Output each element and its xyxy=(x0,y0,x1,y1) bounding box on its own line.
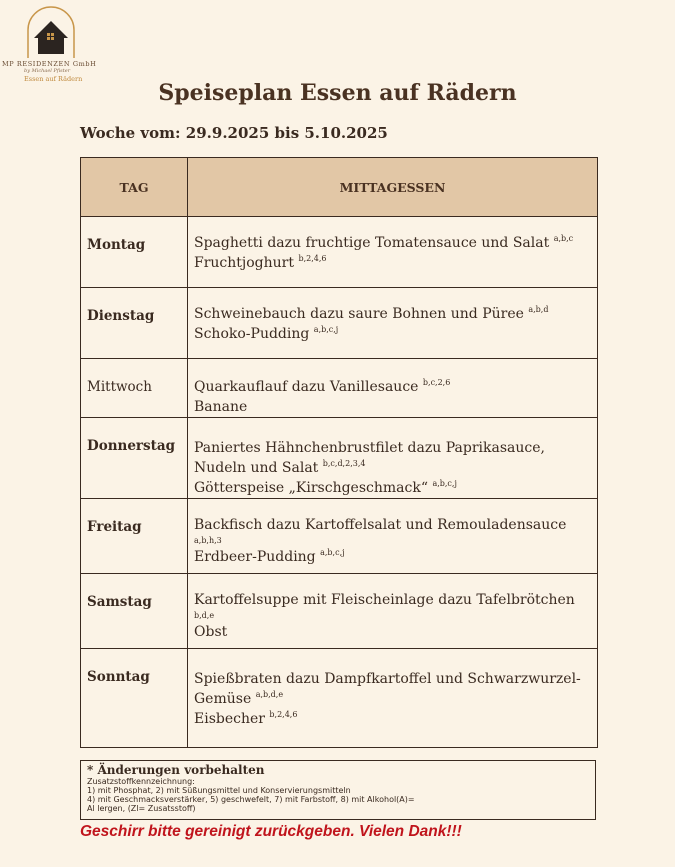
notes-line: 1) mit Phosphat, 2) mit Süßungsmittel und Konservierungsmitteln xyxy=(87,786,351,795)
meal-main: Spießbraten dazu Dampfkartoffel und Schwarzwurzel- xyxy=(194,671,581,687)
company-service: Essen auf Rädern xyxy=(24,75,83,83)
allergen-codes: a,b,c xyxy=(553,234,574,243)
table-row-freitag xyxy=(81,499,598,574)
table-row-montag xyxy=(81,217,598,288)
allergen-codes: a,b,h,3 xyxy=(194,536,222,545)
meal-main-cont: Gemüse xyxy=(194,691,252,707)
allergen-codes: b,c,d,2,3,4 xyxy=(322,459,366,468)
allergen-codes: b,2,4,6 xyxy=(269,710,298,719)
meal-dessert: Fruchtjoghurt xyxy=(194,255,294,271)
table-header-row xyxy=(81,158,598,217)
meal-main: Spaghetti dazu fruchtige Tomatensauce und Salat xyxy=(194,235,550,251)
notes-line: Al lergen, (Zl= Zusatsstoff) xyxy=(87,804,196,813)
meal-dessert: Schoko-Pudding xyxy=(194,326,310,342)
day-cell: Samstag xyxy=(81,574,188,649)
allergen-codes: a,b,d xyxy=(528,305,549,314)
meal-main: Backfisch dazu Kartoffelsalat und Remouladensauce xyxy=(194,517,567,533)
meal-dessert: Erdbeer-Pudding xyxy=(194,549,316,565)
meal-cell xyxy=(188,499,598,574)
meal-cell xyxy=(188,288,598,359)
meal-main-cont: Nudeln und Salat xyxy=(194,460,319,476)
meal-cell xyxy=(188,217,598,288)
table-row-dienstag xyxy=(81,288,598,359)
meal-main: Schweinebauch dazu saure Bohnen und Püree xyxy=(194,306,524,322)
notes-heading: * Änderungen vorbehalten xyxy=(87,763,265,777)
meal-cell xyxy=(188,418,598,499)
allergen-codes: a,b,c,j xyxy=(320,548,345,557)
page-title: Speiseplan Essen auf Rädern xyxy=(158,80,517,106)
meal-dessert: Banane xyxy=(194,399,248,415)
day-cell: Mittwoch xyxy=(81,359,188,418)
allergen-codes: b,2,4,6 xyxy=(298,254,327,263)
company-byline: by Michael Pfister xyxy=(24,68,71,74)
house-logo-icon xyxy=(24,4,78,60)
table-row-samstag xyxy=(81,574,598,649)
day-cell: Freitag xyxy=(81,499,188,574)
meal-dessert: Obst xyxy=(194,624,228,640)
table-row-donnerstag xyxy=(81,418,598,499)
notes-line: 4) mit Geschmacksverstärker, 5) geschwefelt, 7) mit Farbstoff, 8) mit Alkohol(A)= xyxy=(87,795,415,804)
table-row-sonntag xyxy=(81,649,598,748)
notes-box xyxy=(80,760,596,820)
allergen-codes: a,b,d,e xyxy=(255,690,284,699)
allergen-codes: a,b,c,j xyxy=(432,479,457,488)
meal-main: Kartoffelsuppe mit Fleischeinlage dazu Tafelbrötchen xyxy=(194,592,575,608)
allergen-codes: b,c,2,6 xyxy=(422,378,451,387)
allergen-codes: a,b,c,j xyxy=(313,325,339,334)
day-cell: Donnerstag xyxy=(81,418,188,499)
meal-main: Paniertes Hähnchenbrustfilet dazu Paprikasauce, xyxy=(194,440,545,456)
meal-dessert: Götterspeise „Kirschgeschmack“ xyxy=(194,480,428,496)
table-row-mittwoch xyxy=(81,359,598,418)
header-meal: MITTAGESSEN xyxy=(188,158,598,217)
day-cell: Sonntag xyxy=(81,649,188,748)
notes-label: Zusatzstoffkennzeichnung: xyxy=(87,777,195,786)
allergen-codes: b,d,e xyxy=(194,611,215,620)
meal-cell xyxy=(188,649,598,748)
day-cell: Montag xyxy=(81,217,188,288)
company-name: MP RESIDENZEN GmbH xyxy=(2,60,97,68)
week-range: Woche vom: 29.9.2025 bis 5.10.2025 xyxy=(80,124,388,142)
meal-dessert: Eisbecher xyxy=(194,711,265,727)
menu-table xyxy=(80,157,598,748)
company-logo xyxy=(0,4,100,84)
header-day: TAG xyxy=(81,158,188,217)
return-dishes-notice: Geschirr bitte gereinigt zurückgeben. Vielen Dank!!! xyxy=(80,823,462,840)
day-cell: Dienstag xyxy=(81,288,188,359)
meal-cell xyxy=(188,574,598,649)
meal-main: Quarkauflauf dazu Vanillesauce xyxy=(194,379,419,395)
meal-cell xyxy=(188,359,598,418)
